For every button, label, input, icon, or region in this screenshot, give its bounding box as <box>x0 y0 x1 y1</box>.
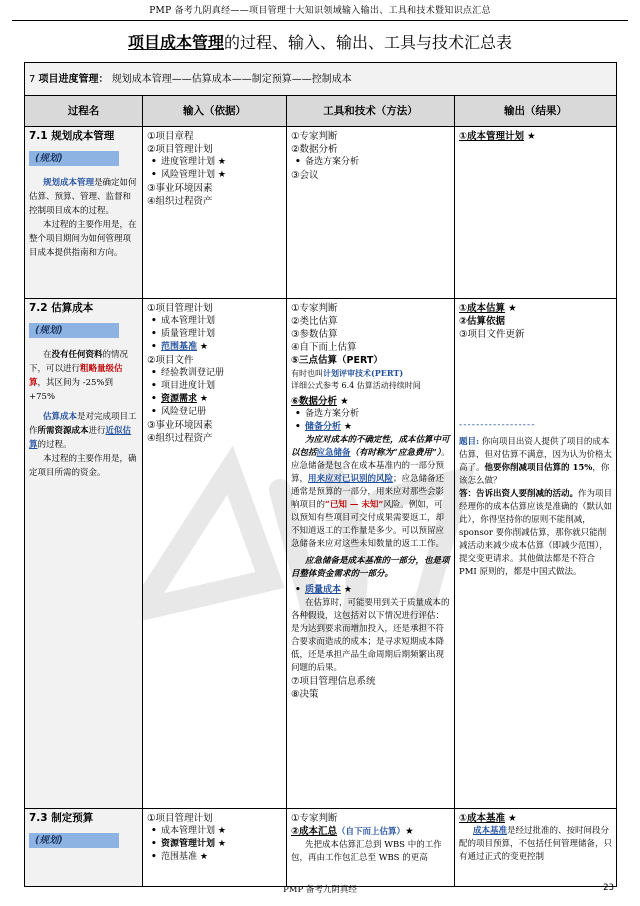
text-bold: 他要你削减项目估算的 15% <box>484 463 593 473</box>
process-purpose: 本过程的主要作用是，确定项目所需的资金。 <box>29 454 137 478</box>
page-header: PMP 备考九阴真经——项目管理十大知识领域输入输出、工具和技术暨知识点汇总 <box>12 0 628 21</box>
answer-text <box>459 488 612 579</box>
input-subitem <box>161 838 282 851</box>
bold-text: 资源需求 <box>161 394 198 404</box>
col-header-outputs: 输出（结果） <box>455 96 617 127</box>
tool-subitem: • 备选方案分析 <box>305 156 450 169</box>
tools-cell-7-2 <box>287 299 455 809</box>
col-header-tools: 工具和技术（方法） <box>287 96 455 127</box>
output-item: ②估算依据 <box>459 316 506 327</box>
tool-item: ⑧决策 <box>291 689 319 700</box>
input-item: ②项目文件 <box>147 355 194 366</box>
tool-item: ③参数估算 <box>291 329 338 340</box>
tool-item: ②数据分析 <box>291 144 338 155</box>
pert-note <box>291 367 450 392</box>
term-link: 用来应对已识别的风险 <box>308 474 394 484</box>
process-table <box>24 62 617 887</box>
input-subitem: • 风险登记册 <box>161 406 282 419</box>
col-header-inputs: 输入（依据） <box>143 96 287 127</box>
estimate-note <box>29 348 138 404</box>
process-title: 7.2 估算成本 <box>29 302 94 314</box>
term-highlight: 近似估算 <box>29 426 132 450</box>
text: 的过程。 <box>37 440 72 450</box>
outputs-cell-7-2 <box>455 299 617 809</box>
term-link: 应急储备 <box>316 448 351 458</box>
process-group-badge: (规划) <box>29 833 119 848</box>
tool-subitem <box>305 421 450 434</box>
row-7-2 <box>25 299 617 809</box>
input-subitem <box>161 341 282 354</box>
text: 的情况下，可以进行 <box>29 350 129 374</box>
star-mark: ★ <box>524 131 536 142</box>
text-blue: （自下而上估算） <box>337 827 406 837</box>
text: 风险。例如，可以预知有些项目可交付成果需要返工，却不知道返工的工作量是多少。可以预留应急储备来应对这些未知数量的返工工作。 <box>291 500 445 549</box>
tool-item: ①专家判断 <box>291 813 338 824</box>
text: 在 <box>43 350 52 360</box>
section-processes: 规划成本管理——估算成本——制定预算——控制成本 <box>111 73 352 85</box>
input-item: ④组织过程资产 <box>147 433 213 444</box>
text: 是对完成项目工作 <box>29 412 137 436</box>
star-mark: ★ <box>505 303 517 314</box>
text-red: 粗略量级估算 <box>29 364 123 388</box>
header-row <box>25 96 617 127</box>
baseline-description <box>459 825 612 864</box>
tool-subitem: • 备选方案分析 <box>305 408 450 421</box>
quality-explanation: 在估算时，可能要用到关于质量成本的各种假设，这包括对以下情况进行评估：是为达到要求而增加投入，还是承担不符合要求而造成的成本；是寻求短期成本降低，还是承担产品生命周期后期频繁出现问题的后果。 <box>291 598 450 673</box>
text-bold: 为应对成本的不确定性，成本估算中可以包括 <box>291 435 450 458</box>
input-subitem <box>161 393 282 406</box>
tool-item: ②类比估算 <box>291 316 338 327</box>
bold-text: ①成本估算 <box>459 303 506 314</box>
outputs-cell-7-3 <box>455 809 617 887</box>
input-subitem: • 质量管理计划 <box>161 328 282 341</box>
text: 进行 <box>88 426 106 436</box>
star-mark: ★ <box>505 813 517 824</box>
title-rest: 的过程、输入、输出、工具与技术汇总表 <box>224 33 513 52</box>
input-subitem: • 经验教训登记册 <box>161 367 282 380</box>
process-title: 7.3 制定预算 <box>29 812 94 824</box>
reserve-explanation <box>291 434 450 551</box>
star-mark: ★ <box>341 422 352 432</box>
text: 详细公式参考 6.4 估算活动持续时间 <box>291 381 421 390</box>
star-mark: ★ <box>199 342 208 352</box>
input-subitem: • 风险管理计划 ★ <box>161 169 282 182</box>
reserve-note: 应急储备是成本基准的一部分，也是项目整体资金需求的一部分。 <box>291 556 450 579</box>
bold-text: ⑥数据分析 <box>291 396 338 407</box>
star-mark: ★ <box>337 396 349 407</box>
input-item: ②项目管理计划 <box>147 144 213 155</box>
tools-cell-7-3 <box>287 809 455 887</box>
section-number: 7 <box>29 73 39 85</box>
bold-text: ②成本汇总 <box>291 826 338 837</box>
input-subitem: • 成本管理计划 ★ <box>161 825 282 838</box>
text-bold: 没有任何资料 <box>51 350 103 360</box>
process-group-badge: (规划) <box>29 151 119 166</box>
tool-item: ①专家判断 <box>291 303 338 314</box>
text: 有时也叫 <box>291 369 323 378</box>
text: 是经过批准的、按时间段分配的项目预算，不包括任何管理储备，只有通过正式的变更控制 <box>459 826 613 862</box>
input-subitem: • 项目进度计划 <box>161 380 282 393</box>
process-cell-7-2 <box>25 299 143 809</box>
inputs-cell-7-2 <box>143 299 287 809</box>
input-item: ③事业环境因素 <box>147 183 213 194</box>
text: ；应急储备还通常是预算的一部分，用来应对那些会影响项目的 <box>291 474 445 510</box>
output-item: ③项目文件更新 <box>459 329 525 340</box>
input-subitem: • 进度管理计划 ★ <box>161 156 282 169</box>
divider-dashes: ------------------ <box>459 420 536 430</box>
tool-item: ③会议 <box>291 170 319 181</box>
row-7-3 <box>25 809 617 887</box>
rollup-description: 先把成本估算汇总到 WBS 中的工作包，再由工作包汇总至 WBS 的更高 <box>291 840 442 863</box>
text-blue: 计划评审技术(PERT) <box>323 368 404 378</box>
bold-text: 资源管理计划 <box>161 839 216 849</box>
section-row <box>25 63 617 96</box>
text: ，其区间为 -25%到+75% <box>29 378 113 402</box>
text: 作为项目经理你的成本估算应该是准确的（默认如此），你得坚持你的原则不能削减，sponsor 要你削减估算，那你就只能削减活动来减少成本估算（即减少范围），提交变更请求。其他做法都是不符合 PMI 原则的，都是中国式做法。 <box>459 489 613 577</box>
input-item: ①项目管理计划 <box>147 303 213 314</box>
text: 你向项目出资人提供了项目的成本估算，但对估算不满意，因为认为价格太高了。 <box>459 437 613 473</box>
input-item: ①项目章程 <box>147 131 194 142</box>
star-mark: ★ <box>341 585 352 595</box>
inputs-cell-7-3 <box>143 809 287 887</box>
question-label: 题目: <box>459 437 480 447</box>
output-item <box>459 812 612 825</box>
process-cell-7-1 <box>25 127 143 299</box>
tool-item: ④自下而上估算 <box>291 342 357 353</box>
input-subitem: • 成本管理计划 <box>161 315 282 328</box>
process-group-badge: (规划) <box>29 323 119 338</box>
star-mark: ★ <box>405 826 414 837</box>
process-purpose: 本过程的主要作用是，在整个项目期间为如何管理项目成本提供指南和方向。 <box>29 220 137 258</box>
section-cell <box>25 63 617 96</box>
tool-item: ①专家判断 <box>291 131 338 142</box>
answer-label: 答：告诉出资人要削减的活动。 <box>459 489 579 499</box>
term-link: 成本基准 <box>473 826 508 836</box>
bold-text: ①成本基准 <box>459 813 506 824</box>
tool-item <box>291 825 450 839</box>
process-description <box>29 176 138 218</box>
tool-item: ⑤三点估算（PERT） <box>291 355 383 366</box>
process-description <box>29 410 138 452</box>
link-text: 储备分析 <box>305 422 342 432</box>
star-mark: ★ <box>215 839 226 849</box>
outputs-cell-7-1 <box>455 127 617 299</box>
tool-subitem <box>305 584 450 597</box>
footer-title: PMP 备考九阴真经 <box>283 885 357 895</box>
page-title <box>0 32 640 54</box>
process-title: 7.1 规划成本管理 <box>29 130 115 142</box>
input-subitem: • 范围基准 ★ <box>161 851 282 864</box>
output-item <box>459 302 612 315</box>
desc-text: 是确定如何估算、预算、管理、监督和控制项目成本的过程。 <box>29 178 137 216</box>
input-item: ③事业环境因素 <box>147 420 213 431</box>
title-main: 项目成本管理 <box>127 33 224 52</box>
output-item: ①成本管理计划 <box>459 131 525 142</box>
tool-item: ⑦项目管理信息系统 <box>291 676 376 687</box>
term-highlight: 估算成本 <box>43 412 78 422</box>
process-cell-7-3 <box>25 809 143 887</box>
tools-cell-7-1 <box>287 127 455 299</box>
link-text: 范围基准 <box>161 342 198 352</box>
question-text <box>459 436 612 488</box>
tool-item <box>291 395 450 408</box>
row-7-1 <box>25 127 617 299</box>
page-footer <box>0 883 640 899</box>
star-mark: ★ <box>199 394 208 404</box>
input-item: ①项目管理计划 <box>147 813 213 824</box>
inputs-cell-7-1 <box>143 127 287 299</box>
term-highlight: 规划成本管理 <box>43 178 95 188</box>
text: ，你该怎么做？ <box>459 463 610 486</box>
text-bold: 所需资源成本 <box>37 426 89 436</box>
link-text: 质量成本 <box>305 585 342 595</box>
text-bold: （有时称为“应急费用”） <box>350 448 442 458</box>
text-red: “已知 — 未知” <box>325 500 384 510</box>
section-name: 项目进度管理： <box>38 73 109 85</box>
input-item: ④组织过程资产 <box>147 196 213 207</box>
page-number: 23 <box>603 883 614 893</box>
text: 。应急储备是包含在成本基准内的一部分预算， <box>291 448 450 484</box>
col-header-process: 过程名 <box>25 96 143 127</box>
